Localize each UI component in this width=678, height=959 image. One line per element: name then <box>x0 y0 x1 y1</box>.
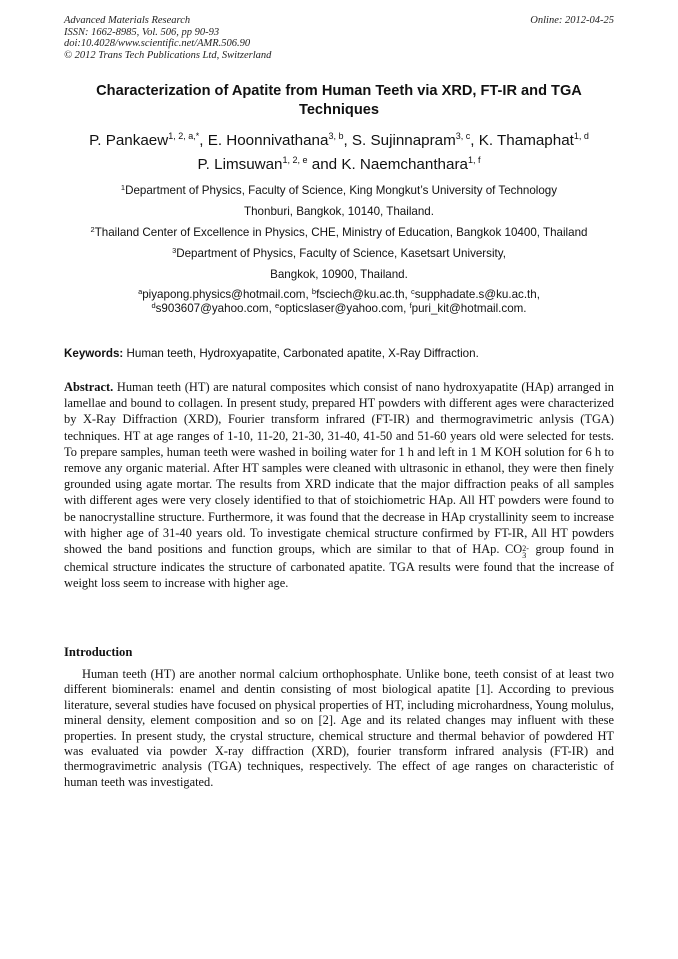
email-address[interactable]: opticslaser@yahoo.com, <box>279 302 410 315</box>
email-address[interactable]: piyapong.physics@hotmail.com, <box>142 288 312 301</box>
author-sup: 1, 2, a,* <box>168 131 200 141</box>
copyright-line: © 2012 Trans Tech Publications Ltd, Switzerland <box>64 49 272 61</box>
affiliation-sup: 1 <box>120 183 126 192</box>
author-name: K. Naemchanthara <box>341 156 468 173</box>
email-line <box>50 288 628 302</box>
keywords <box>64 346 616 362</box>
author-sup: 3, b <box>328 131 344 141</box>
author-name: P. Limsuwan <box>197 156 283 173</box>
abstract <box>64 379 614 591</box>
email-sup: b <box>311 287 317 296</box>
carbonate-formula <box>505 542 530 561</box>
paper-title: Characterization of Apatite from Human Teeth via XRD, FT-IR and TGA Techniques <box>96 83 582 118</box>
issn-line: ISSN: 1662-8985, Vol. 506, pp 90-93 <box>64 26 220 38</box>
affiliation-sup: 2 <box>90 225 95 234</box>
author-separator: , <box>470 132 479 149</box>
author-name: P. Pankaew <box>89 132 169 149</box>
abstract-label: Abstract. <box>64 380 114 394</box>
email-address[interactable]: puri_kit@hotmail.com. <box>411 302 527 315</box>
affiliation-line <box>50 264 628 285</box>
affiliation-line <box>50 243 628 264</box>
journal-header <box>64 15 271 61</box>
email-sup: f <box>409 301 412 310</box>
abstract-text-end: group found in chemical structure indicates the structure of carbonated apatite. TGA results were found that the increase of weight loss seem to increase with higher age. <box>64 542 614 591</box>
affiliation-text: Thailand Center of Excellence in Physics, CHE, Ministry of Education, Bangkok 10400, Thailand <box>94 226 588 239</box>
email-line <box>50 302 628 316</box>
author-separator: , <box>343 132 352 149</box>
email-list <box>50 288 628 316</box>
keywords-label: Keywords: <box>64 347 124 360</box>
doi-line: doi:10.4028/www.scientific.net/AMR.506.90 <box>64 38 251 50</box>
affiliation-text: Bangkok, 10900, Thailand. <box>270 268 408 281</box>
affiliation-line <box>50 201 628 222</box>
affiliation-text: Department of Physics, Faculty of Science, Kasetsart University, <box>176 247 506 260</box>
email-sup: a <box>138 287 143 296</box>
email-sup: e <box>275 301 280 310</box>
author-list <box>40 129 638 177</box>
affiliation-text: Thonburi, Bangkok, 10140, Thailand. <box>244 205 434 218</box>
affiliation-line <box>50 222 628 243</box>
author-sup: 3, c <box>455 131 471 141</box>
abstract-text: Human teeth (HT) are natural composites which consist of nano hydroxyapatite (HAp) arranged in lamellae and bound to collagen. In present study, prepared HT powders with different ages were characterized by X-Ray Diffraction (XRD), Fourier transform infrared (FT-IR) and thermogravimetric anlysis (TGA) techniques. HT at age ranges of 1-10, 11-20, 21-30, 31-40, 41-50 and 51-60 years old were selected for tests. To prepare samples, human teeth were washed in boiling water for 1 h and left in 1 M KOH solution for 6 h to remove any organic material. After HT samples were cleaned with ultrasonic in ethanol, they were then finely grounded using agate mortar. The results from XRD indicate that the major diffraction peaks of all samples with different ages were very closely identified to that of stoichiometric HAp. All HT powders were found to be nanocrystalline structure. Furthermore, it was found that the decrease in HAp crystallinity seem to increase with higher age of 31-40 years old. To investigate chemical structure confirmed by FT-IR, All HT powders showed the band positions and function groups, which are similar to that of HAp. <box>64 380 614 557</box>
author-sup: 1, d <box>573 131 589 141</box>
affiliation-text: Department of Physics, Faculty of Science, King Mongkut’s University of Technology <box>125 184 558 197</box>
introduction-heading: Introduction <box>64 645 133 659</box>
online-date: Online: 2012-04-25 <box>530 15 614 26</box>
formula-indices <box>522 545 529 559</box>
formula-base: CO <box>505 542 523 557</box>
formula-subscript: 3 <box>522 551 527 561</box>
author-separator: , <box>199 132 208 149</box>
author-sup: 1, 2, e <box>282 155 308 165</box>
author-name: S. Sujinnapram <box>351 132 456 149</box>
affiliations <box>50 180 628 285</box>
author-name: E. Hoonnivathana <box>207 132 329 149</box>
email-sup: d <box>151 301 156 310</box>
introduction-text: Human teeth (HT) are another normal calcium orthophosphate. Unlike bone, teeth consist of at least two different biominerals: enamel and dentin consisting of most biological apatite [1]. According to previous literature, several studies have focused on physical properties of HT, including microhardness, Young molulus, mineral density, element composition and so on [2]. Age and its related changes may influent with these properties. In present study, the crystal structure, chemical structure and thermal behavior of powdered HT was evaluated via powder X-ray diffraction (XRD), fourier transform infrared analysis (FT-IR) and thermogravimetric analysis (TGA) techniques, respectively. The effect of age ranges on characteristic of human teeth was investigated. <box>64 667 614 789</box>
email-address[interactable]: supphadate.s@ku.ac.th, <box>414 288 540 301</box>
affiliation-sup: 3 <box>172 246 177 255</box>
affiliation-line <box>50 180 628 201</box>
author-separator: and <box>307 156 342 173</box>
author-sup: 1, f <box>467 155 481 165</box>
email-address[interactable]: fsciech@ku.ac.th, <box>316 288 411 301</box>
keywords-text: Human teeth, Hydroxyapatite, Carbonated apatite, X-Ray Diffraction. <box>123 347 479 360</box>
journal-name: Advanced Materials Research <box>64 15 191 26</box>
email-address[interactable]: s903607@yahoo.com, <box>155 302 276 315</box>
formula-charge: 2- <box>522 544 529 554</box>
author-name: K. Thamaphat <box>478 132 574 149</box>
email-sup: c <box>410 287 415 296</box>
